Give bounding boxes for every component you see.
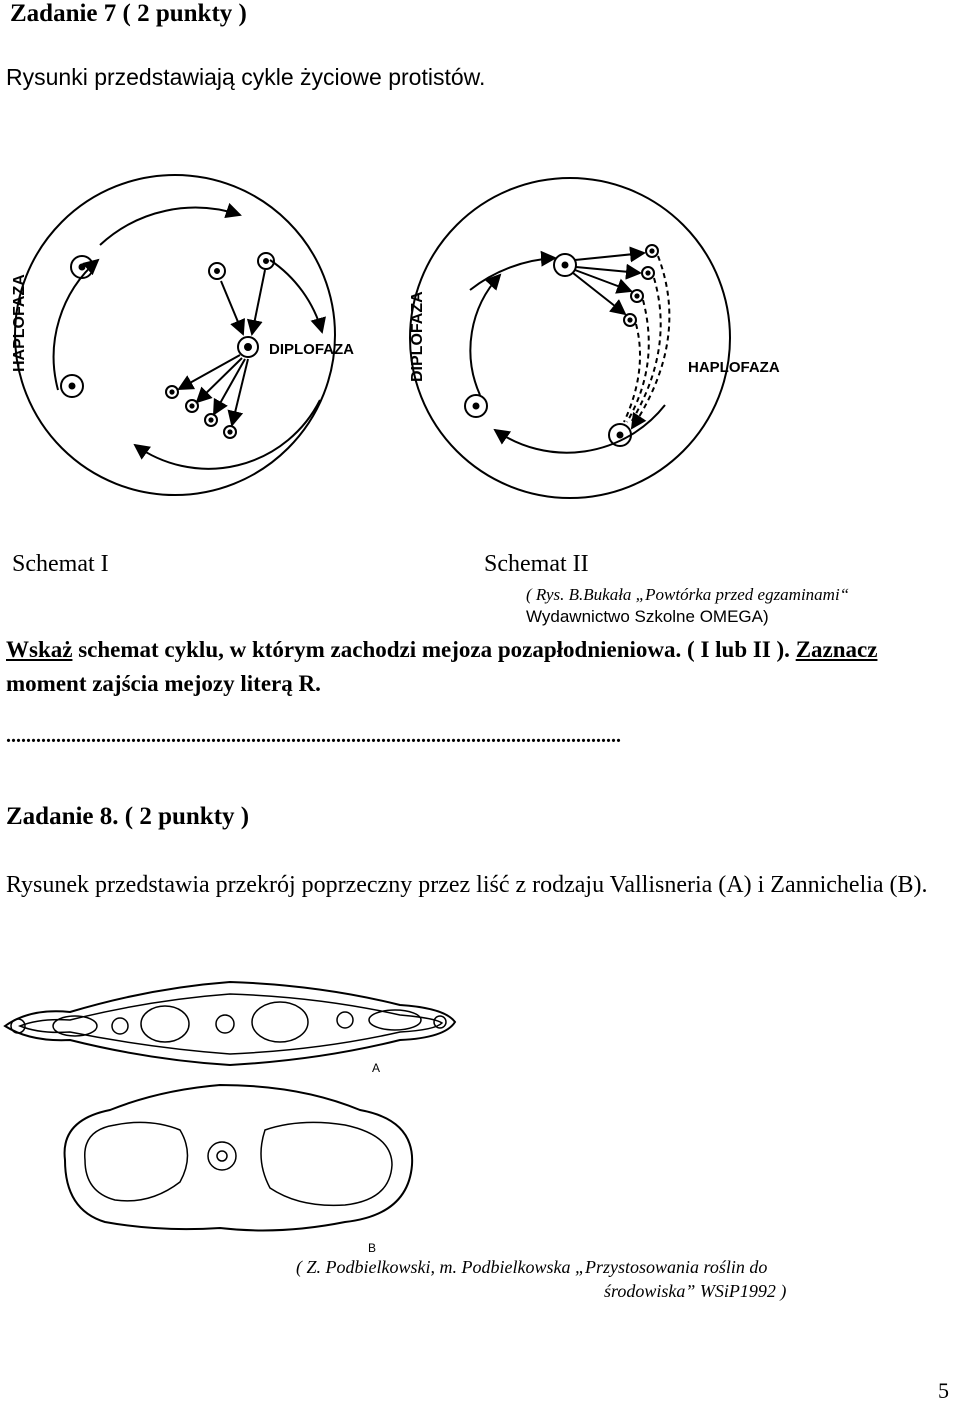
source-citation-2-line1: ( Z. Podbielkowski, m. Podbielkowska „Przystosowania roślin do — [296, 1257, 768, 1277]
task7-question — [6, 633, 956, 701]
diagram-schemat-1 — [15, 175, 335, 495]
haplofaza-label-1: HAPLOFAZA — [11, 274, 28, 372]
task7-title: Zadanie 7 ( 2 punkty ) — [10, 0, 247, 27]
diplofaza-label-2: DIPLOFAZA — [409, 291, 426, 382]
life-cycle-diagrams — [0, 110, 800, 510]
task7-intro: Rysunki przedstawiają cykle życiowe protistów. — [6, 64, 486, 90]
figure-label-a: A — [372, 1061, 381, 1075]
question-keyword-wskaz: Wskaż — [6, 637, 73, 662]
source-citation-line1: ( Rys. B.Bukała „Powtórka przed egzaminami“ — [526, 585, 850, 604]
page-number: 5 — [938, 1378, 949, 1403]
leaf-section-a — [5, 982, 455, 1065]
question-text-1: schemat cyklu, w którym zachodzi mejoza pozapłodnieniowa. ( I lub II ). — [72, 637, 796, 662]
diagram-schemat-2 — [410, 178, 730, 498]
source-citation-2-line2: środowiska” WSiP1992 ) — [604, 1281, 787, 1301]
source-citation-line2: Wydawnictwo Szkolne OMEGA) — [526, 607, 769, 626]
schemat-1-label: Schemat I — [12, 551, 109, 577]
question-keyword-zaznacz: Zaznacz — [795, 637, 878, 662]
leaf-cross-section-figure — [0, 960, 470, 1260]
diplofaza-label-1: DIPLOFAZA — [269, 341, 354, 358]
schemat-2-label: Schemat II — [484, 551, 589, 577]
task8-title: Zadanie 8. ( 2 punkty ) — [6, 803, 250, 830]
figure-label-b: B — [368, 1241, 377, 1255]
haplofaza-label-2: HAPLOFAZA — [688, 359, 780, 376]
leaf-section-b — [65, 1085, 413, 1230]
task8-intro: Rysunek przedstawia przekrój poprzeczny przez liść z rodzaju Vallisneria (A) i Zannichelia (B). — [6, 872, 928, 898]
answer-line: ........................................................................................................................... — [6, 725, 621, 747]
question-text-2: moment zajścia mejozy literą R. — [6, 671, 321, 696]
